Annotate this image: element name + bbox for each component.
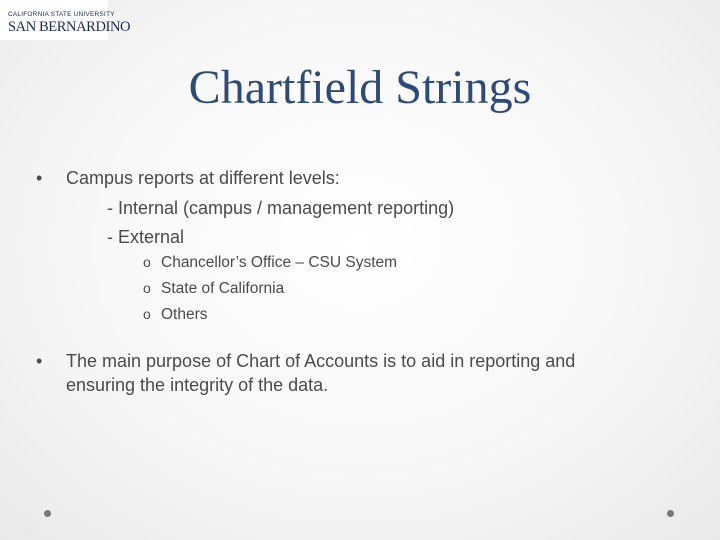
logo-top-text: CALIFORNIA STATE UNIVERSITY <box>8 11 115 18</box>
circle-bullet-icon: o <box>143 254 151 270</box>
bullet-1 <box>36 168 340 189</box>
decorative-dot-right <box>667 510 674 517</box>
bullet-2-text-line2: ensuring the integrity of the data. <box>66 375 329 395</box>
bullet-2-text-line1: The main purpose of Chart of Accounts is to aid in reporting and <box>66 351 576 371</box>
sub-sub-item-chancellor <box>143 254 397 272</box>
decorative-dot-left <box>44 510 51 517</box>
sub-sub-item-others <box>143 306 208 324</box>
sub-sub-item-text: Others <box>161 306 208 323</box>
slide-title: Chartfield Strings <box>188 61 532 114</box>
logo-bottom-text: SAN BERNARDINO <box>8 19 131 35</box>
sub-sub-item-text: Chancellor’s Office – CSU System <box>161 254 398 271</box>
bullet-marker: • <box>36 168 43 188</box>
sub-item-internal: - Internal (campus / management reporting) <box>107 198 455 218</box>
university-logo <box>0 0 131 40</box>
circle-bullet-icon: o <box>143 280 151 296</box>
sub-sub-item-text: State of California <box>161 280 285 297</box>
bullet-1-text: Campus reports at different levels: <box>66 168 340 188</box>
bullet-marker: • <box>36 351 43 371</box>
sub-sub-item-state <box>143 280 284 298</box>
sub-item-external: - External <box>107 227 185 247</box>
bullet-2 <box>36 351 575 372</box>
circle-bullet-icon: o <box>143 306 151 322</box>
